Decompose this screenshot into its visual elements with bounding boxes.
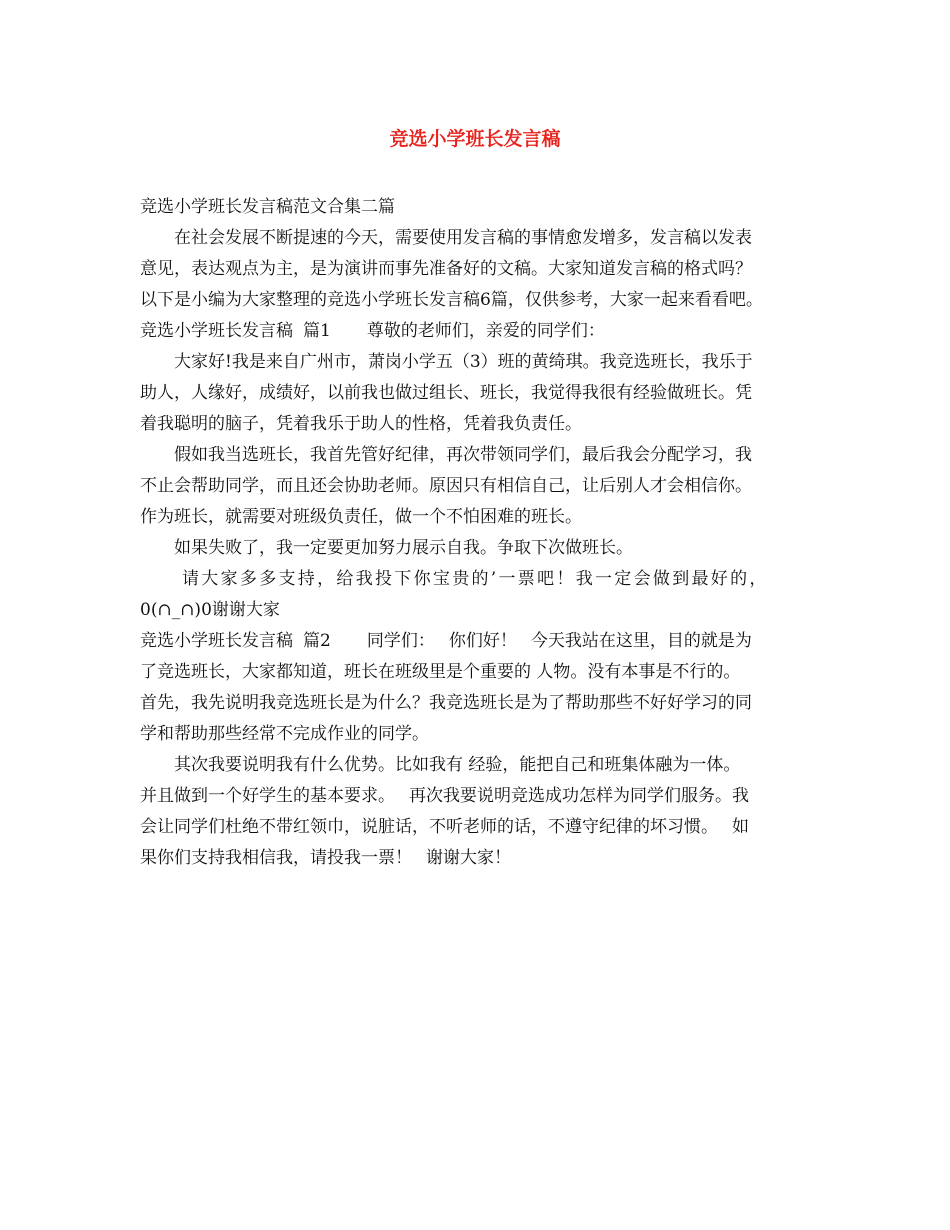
paragraph-line (140, 781, 810, 812)
section-number: 篇2 (303, 631, 331, 651)
section-heading: 竞选小学班长发言稿 (140, 321, 293, 341)
paragraph-line: 在社会发展不断提速的今天，需要使用发言稿的事情愈发增多，发言稿以发表 (174, 228, 752, 248)
paragraph-line: 如果失败了，我一定要更加努力展示自我。争取下次做班长。 (174, 538, 633, 558)
paragraph-line: 假如我当选班长，我首先管好纪律，再次带领同学们，最后我会分配学习，我 (174, 445, 752, 465)
paragraph-line: 不止会帮助同学，而且还会协助老师。原因只有相信自己，让后别人才会相信你。 (140, 476, 752, 496)
paragraph-text: 如 (732, 817, 749, 837)
greeting-text: 你们好！ (448, 631, 517, 651)
paragraph-text: 并且做到一个好学生的基本要求。 (140, 786, 395, 806)
paragraph-line: 请大家多多支持，给我投下你宝贵的’一票吧！我一定会做到最好的， (182, 569, 769, 589)
document-body (140, 192, 810, 874)
paragraph-text: 会让同学们杜绝不带红领巾，说脏话，不听老师的话，不遵守纪律的坏习惯。 (140, 817, 718, 837)
section-heading-line (140, 316, 810, 347)
paragraph-line: 以下是小编为大家整理的竞选小学班长发言稿6篇，仅供参考，大家一起来看看吧。 (140, 290, 763, 310)
section-heading: 竞选小学班长发言稿 (140, 631, 293, 651)
paragraph-line: 首先，我先说明我竞选班长是为什么？我竞选班长是为了帮助那些不好好学习的同 (140, 693, 752, 713)
paragraph-text: 谢谢大家！ (426, 848, 511, 868)
subtitle-line: 竞选小学班长发言稿范文合集二篇 (140, 197, 395, 217)
paragraph-text: 果你们支持我相信我，请投我一票！ (140, 848, 412, 868)
document-title: 竞选小学班长发言稿 (389, 128, 561, 150)
section-heading-line (140, 626, 810, 657)
section-number: 篇1 (303, 321, 331, 341)
paragraph-line (140, 843, 810, 874)
paragraph-line: 大家好!我是来自广州市，萧岗小学五（3）班的黄绮琪。我竞选班长，我乐于 (174, 352, 753, 372)
greeting-text: 尊敬的老师们，亲爱的同学们： (366, 321, 605, 341)
paragraph-text: 再次我要说明竞选成功怎样为同学们服务。我 (409, 786, 749, 806)
paragraph-line: 助人，人缘好，成绩好，以前我也做过组长、班长，我觉得我很有经验做班长。凭 (140, 383, 752, 403)
paragraph-text: 今天我站在这里，目的就是为 (530, 631, 752, 651)
paragraph-line: 着我聪明的脑子，凭着我乐于助人的性格，凭着我负责任。 (140, 414, 582, 434)
paragraph-line: 了竞选班长，大家都知道，班长在班级里是个重要的 人物。没有本事是不行的。 (140, 662, 741, 682)
paragraph-line: 学和帮助那些经常不完成作业的同学。 (140, 724, 429, 744)
paragraph-line: 0(∩_∩)0谢谢大家 (140, 600, 280, 620)
paragraph-line: 其次我要说明我有什么优势。比如我有 经验，能把自己和班集体融为一体。 (174, 755, 741, 775)
paragraph-line: 作为班长，就需要对班级负责任，做一个不怕困难的班长。 (140, 507, 582, 527)
paragraph-line (140, 812, 810, 843)
paragraph-line: 意见，表达观点为主，是为演讲而事先准备好的文稿。大家知道发言稿的格式吗？ (140, 259, 752, 279)
greeting-text: 同学们： (366, 631, 435, 651)
